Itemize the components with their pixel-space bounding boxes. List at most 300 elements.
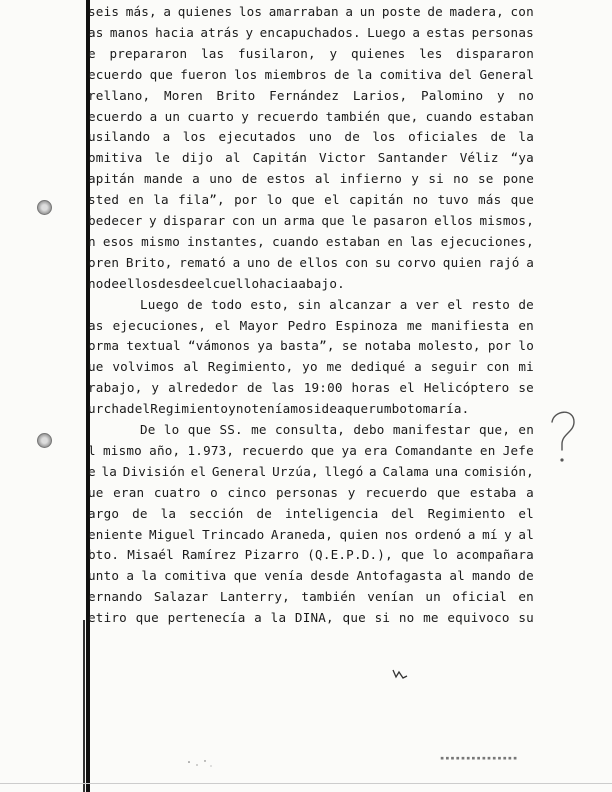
word: en <box>518 589 534 605</box>
word: Brito <box>216 87 256 103</box>
word: estaban <box>479 108 534 124</box>
word: un <box>261 213 278 228</box>
word: de <box>256 505 273 521</box>
text-line <box>88 213 534 228</box>
text-line <box>88 318 534 333</box>
word: a <box>192 171 200 187</box>
word: Capitán <box>252 150 308 166</box>
word: cuando <box>272 233 319 249</box>
word: n <box>88 233 96 249</box>
word: Ramírez <box>182 547 237 563</box>
word: ecuerdo <box>88 66 143 82</box>
word: no <box>88 275 104 291</box>
word: ellos <box>434 213 474 228</box>
word: urcha <box>88 401 127 417</box>
word: y <box>241 108 250 124</box>
word: ecuerdo <box>88 108 143 124</box>
text-line <box>88 589 534 604</box>
word: personas <box>471 24 534 40</box>
word: le <box>154 150 171 166</box>
word: lo <box>163 422 180 437</box>
word: los <box>238 4 263 19</box>
word: si <box>428 171 444 187</box>
word: Pizarro <box>244 547 300 563</box>
word: encapuchados. <box>259 24 361 40</box>
word: que <box>149 66 174 82</box>
word: ejecuciones, <box>112 317 206 333</box>
word: alrededor <box>168 380 239 396</box>
word: por <box>234 192 258 208</box>
word: a <box>149 108 158 124</box>
word: ya <box>341 442 358 458</box>
word: no <box>518 87 534 103</box>
text-line <box>140 422 534 437</box>
word: le <box>351 213 367 228</box>
word: Santander <box>377 150 448 166</box>
text-line <box>140 297 534 312</box>
text-line <box>88 67 534 82</box>
word: y <box>411 171 420 187</box>
word: la <box>101 463 118 479</box>
word: SS. <box>219 422 243 437</box>
word: estaban <box>325 233 381 249</box>
word: ejecutados <box>218 129 297 145</box>
word: instantes, <box>187 233 265 249</box>
word: un <box>359 4 376 19</box>
word: a <box>369 463 377 479</box>
word: en <box>128 192 144 208</box>
word: Misaél <box>127 547 174 563</box>
word: esto, <box>250 296 290 312</box>
word: ernando <box>88 589 143 605</box>
word: notaba <box>364 338 412 354</box>
word: a <box>526 484 534 500</box>
word: me <box>406 317 423 333</box>
word: Regimiento, <box>207 359 294 375</box>
word: el <box>215 317 231 333</box>
word: también <box>325 108 381 124</box>
word: a <box>163 4 172 19</box>
word: los <box>372 129 396 145</box>
text-line <box>88 171 534 186</box>
word: abajo. <box>298 275 345 291</box>
word: hacia <box>155 24 195 40</box>
word: General <box>211 463 267 479</box>
word: nos <box>384 526 409 542</box>
ink-scrawl-icon <box>392 668 408 680</box>
text-line <box>88 610 534 625</box>
word: el <box>197 275 213 291</box>
word: de <box>518 296 534 312</box>
word: en <box>518 317 534 333</box>
word: quien <box>442 254 482 270</box>
word: Jefe <box>502 442 534 458</box>
word: a <box>126 568 135 584</box>
word: al <box>183 359 199 375</box>
word: su <box>518 610 534 626</box>
word: Lanterry, <box>219 589 290 605</box>
word: estaba <box>469 484 517 500</box>
text-line <box>88 276 534 291</box>
word: mando <box>472 568 512 584</box>
word: Antofagasta <box>356 568 443 584</box>
word: amarraban <box>268 4 339 19</box>
faint-stamp-marks: ▪▪▪▪▪▪▪▪▪▪▪▪▪▪▪ <box>440 754 519 762</box>
word: poste <box>381 4 421 19</box>
word: por <box>487 338 512 354</box>
word: los <box>234 66 258 82</box>
text-line <box>88 46 534 61</box>
word: Comandante <box>394 442 473 458</box>
word: que, <box>478 422 511 437</box>
word: era <box>364 442 388 458</box>
word: todo <box>211 296 243 312</box>
text-line <box>88 568 534 583</box>
word: tuvo <box>437 192 469 208</box>
text-line <box>88 485 534 500</box>
word: las <box>271 380 295 396</box>
word: se <box>518 380 534 396</box>
word: venían <box>367 589 414 605</box>
word: mismo <box>141 233 181 249</box>
text-line <box>88 506 534 521</box>
word: la <box>518 129 534 145</box>
word: con <box>510 4 534 19</box>
word: molesto, <box>418 338 481 354</box>
word: usilando <box>88 129 151 145</box>
word: su <box>374 254 391 270</box>
word: me <box>251 422 267 437</box>
word: eniente <box>88 526 143 542</box>
word: de <box>103 275 120 291</box>
word: debo <box>353 422 385 437</box>
word: cuello <box>212 275 260 291</box>
word: una <box>434 463 459 479</box>
word: ya <box>257 338 273 354</box>
word: de <box>427 4 443 19</box>
word: sección <box>189 505 244 521</box>
word: lo <box>266 192 283 208</box>
word: uno <box>247 254 271 270</box>
word: pone <box>502 171 534 187</box>
word: con <box>344 254 369 270</box>
word: basta”, <box>280 338 335 354</box>
binding-edge-line-lower <box>83 620 85 792</box>
word: Calama <box>382 463 430 479</box>
word: quienes <box>350 45 406 61</box>
word: sin <box>297 296 321 312</box>
word: Victor <box>319 150 366 166</box>
word: yo <box>302 359 318 375</box>
text-line <box>88 150 534 165</box>
word: que <box>321 213 345 228</box>
word: desde <box>310 568 350 584</box>
word: tomaría. <box>407 401 470 417</box>
text-line <box>88 192 534 207</box>
word: as <box>88 24 104 40</box>
word: Brito, <box>125 254 173 270</box>
word: Urzúa, <box>272 463 319 479</box>
word: no <box>453 171 469 187</box>
word: pertenecía <box>167 610 246 626</box>
word: Larios, <box>352 87 408 103</box>
word: desde <box>158 275 197 291</box>
word: seis <box>88 4 120 19</box>
word: volvimos <box>112 359 175 375</box>
word: eran <box>113 484 145 500</box>
word: seguir <box>430 359 478 375</box>
word: a <box>467 526 476 542</box>
word: “vámonos <box>187 338 251 354</box>
word: 19:00 <box>303 380 343 396</box>
word: a <box>414 359 422 375</box>
word: si <box>374 610 391 626</box>
word: más, <box>125 4 157 19</box>
word: recuerdo <box>241 442 304 458</box>
word: también <box>301 589 356 605</box>
word: Véliz <box>459 150 499 166</box>
word: a <box>232 254 241 270</box>
word: del <box>391 505 415 521</box>
word: lo <box>518 338 534 354</box>
word: disparar <box>163 213 226 228</box>
word: que, <box>387 108 419 124</box>
word: recuerdo <box>365 484 428 500</box>
word: Regimiento <box>427 505 506 521</box>
word: mismos, <box>479 213 534 228</box>
word: Moren <box>163 87 203 103</box>
word: de <box>344 129 360 145</box>
word: manifiesta <box>431 317 510 333</box>
word: alcanzar <box>329 296 392 312</box>
word: y <box>504 526 512 542</box>
word: a <box>412 24 421 40</box>
word: 1.973, <box>187 442 235 458</box>
word: ellos <box>119 275 159 291</box>
word: (Q.E.P.D.), <box>307 547 393 563</box>
word: de <box>187 296 203 312</box>
word: el <box>399 380 415 396</box>
text-line <box>88 464 534 479</box>
word: me <box>326 359 343 375</box>
word: que <box>436 484 461 500</box>
word: rabajo, <box>88 380 143 396</box>
word: que <box>342 610 366 626</box>
word: remató <box>179 254 226 270</box>
word: mande <box>143 171 183 187</box>
text-line <box>88 527 534 542</box>
word: comisión, <box>463 463 534 479</box>
word: a <box>162 129 171 145</box>
word: lo <box>432 547 449 563</box>
word: más <box>478 192 502 208</box>
word: el <box>447 296 463 312</box>
word: cuarto <box>187 108 235 124</box>
word: los <box>182 129 207 145</box>
word: no <box>398 610 415 626</box>
word: un <box>425 589 441 605</box>
word: textual <box>126 338 181 354</box>
word: me <box>423 610 439 626</box>
word: sted <box>88 192 120 208</box>
word: uno <box>308 129 333 145</box>
word: llegó <box>324 463 364 479</box>
word: o <box>210 484 218 500</box>
word: manos <box>109 24 149 40</box>
word: pasaron <box>373 213 428 228</box>
text-line <box>88 129 534 144</box>
word: bto. <box>88 547 120 563</box>
word: a <box>254 610 262 626</box>
word: a <box>399 296 408 312</box>
word: el <box>518 505 534 521</box>
text-line <box>88 255 534 270</box>
word: esos <box>102 233 135 249</box>
word: que <box>400 547 425 563</box>
text-line <box>88 88 534 103</box>
word: hacia <box>259 275 299 291</box>
text-line <box>88 359 534 374</box>
word: División <box>122 463 185 479</box>
word: dediqué <box>350 359 406 375</box>
word: argo <box>88 505 120 521</box>
word: y <box>245 24 254 40</box>
word: se <box>478 171 494 187</box>
word: a <box>526 254 534 270</box>
word: un <box>164 108 181 124</box>
question-mark-handwritten-icon <box>544 408 584 468</box>
punch-hole-icon <box>37 433 52 448</box>
word: oren <box>88 254 120 270</box>
word: l <box>88 442 96 458</box>
word: oficial <box>452 589 507 605</box>
word: ejecuciones, <box>440 233 534 249</box>
text-line <box>88 547 534 562</box>
word: arma <box>283 213 315 228</box>
word: ordenó <box>414 526 462 542</box>
word: de <box>490 129 507 145</box>
word: fusilaron, <box>238 45 316 61</box>
word: ver <box>415 296 440 312</box>
word: Mayor <box>239 317 279 333</box>
word: quien <box>339 526 379 542</box>
word: capitán <box>349 192 404 208</box>
word: y <box>148 213 157 228</box>
text-line <box>88 338 534 353</box>
word: inteligencia <box>284 505 379 521</box>
word: que <box>135 610 159 626</box>
word: General <box>479 66 534 82</box>
word: Fernández <box>269 87 340 103</box>
word: miembros <box>264 66 327 82</box>
word: y <box>329 45 338 61</box>
word: estos <box>266 171 306 187</box>
word: la <box>141 568 157 584</box>
word: Regimiento <box>150 401 229 417</box>
word: ue <box>88 359 104 375</box>
word: mi <box>518 359 534 375</box>
word: rellano, <box>88 87 151 103</box>
word: que <box>291 192 315 208</box>
word: Luego <box>140 296 179 312</box>
word: Palomino <box>421 87 484 103</box>
word: venía <box>264 568 304 584</box>
word: al <box>225 150 241 166</box>
word: de <box>247 380 263 396</box>
word: bedecer <box>88 213 143 228</box>
word: apitán <box>88 171 135 187</box>
word: Trincado <box>202 526 265 542</box>
word: comitiva <box>379 66 442 82</box>
word: omitiva <box>88 150 143 166</box>
word: que <box>233 568 258 584</box>
word: infierno <box>339 171 402 187</box>
word: que <box>187 422 212 437</box>
text-line <box>88 234 534 249</box>
word: “ya <box>510 150 534 166</box>
word: fila”, <box>178 192 225 208</box>
word: Salazar <box>153 589 209 605</box>
word: unto <box>88 568 120 584</box>
word: De <box>140 422 156 437</box>
word: etiro <box>88 610 127 626</box>
word: Helicóptero <box>423 380 510 396</box>
word: uno <box>209 171 233 187</box>
word: en <box>387 233 404 249</box>
text-line <box>88 380 534 395</box>
word: as <box>88 317 104 333</box>
word: dijo <box>181 150 214 166</box>
word: con <box>486 359 510 375</box>
word: al <box>314 171 331 187</box>
word: Luego <box>367 24 407 40</box>
word: dispararon <box>456 45 534 61</box>
word: ue <box>88 484 104 500</box>
punch-hole-icon <box>37 200 52 215</box>
word: DINA, <box>294 610 334 626</box>
word: no <box>235 401 252 417</box>
word: les <box>419 45 443 61</box>
word: cuatro <box>153 484 201 500</box>
word: teníamos <box>251 401 314 417</box>
word: la <box>270 610 287 626</box>
word: Araneda, <box>270 526 334 542</box>
text-line <box>88 25 534 40</box>
word: y <box>151 380 160 396</box>
word: rajó <box>488 254 520 270</box>
word: de <box>277 254 293 270</box>
ink-specks-icon <box>185 758 215 768</box>
word: al <box>449 568 465 584</box>
word: de <box>518 568 534 584</box>
word: con <box>231 213 256 228</box>
text-line <box>88 109 534 124</box>
text-line <box>88 401 534 416</box>
word: del <box>448 66 473 82</box>
word: que <box>510 192 534 208</box>
word: rumbo <box>368 401 408 417</box>
word: e <box>88 463 96 479</box>
text-line <box>88 4 534 19</box>
word: no <box>412 192 429 208</box>
word: la <box>356 66 373 82</box>
word: personas <box>275 484 339 500</box>
word: a <box>345 4 354 19</box>
word: el <box>324 192 340 208</box>
word: y <box>496 87 505 103</box>
word: corvo <box>397 254 437 270</box>
word: en <box>479 442 496 458</box>
